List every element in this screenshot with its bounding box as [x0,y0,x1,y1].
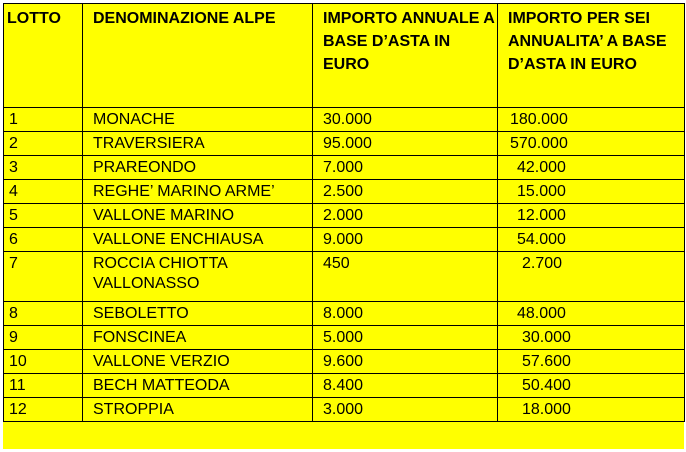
cell-lotto: 12 [4,398,83,422]
cell-lotto: 3 [4,156,83,180]
cell-lotto: 4 [4,180,83,204]
cell-lotto: 2 [4,132,83,156]
cell-importo-sei: 570.000 [498,132,685,156]
table-row [4,156,685,180]
cell-lotto: 9 [4,326,83,350]
cell-importo-sei: 48.000 [498,302,685,326]
table-row [4,228,685,252]
cell-lotto: 11 [4,374,83,398]
cell-alpe: MONACHE [83,108,313,132]
cell-importo-annuale: 2.500 [313,180,498,204]
table-row [4,302,685,326]
cell-importo-sei: 57.600 [498,350,685,374]
table-row [4,350,685,374]
cell-alpe: ROCCIA CHIOTTA VALLONASSO [83,252,313,302]
header-row [4,4,685,108]
cell-importo-annuale: 30.000 [313,108,498,132]
cell-lotto: 8 [4,302,83,326]
cell-alpe: VALLONE VERZIO [83,350,313,374]
auction-lots-table [3,3,685,422]
cell-importo-sei: 180.000 [498,108,685,132]
cell-importo-annuale: 450 [313,252,498,302]
cell-importo-sei: 50.400 [498,374,685,398]
cell-importo-annuale: 3.000 [313,398,498,422]
cell-importo-annuale: 9.600 [313,350,498,374]
cell-importo-annuale: 2.000 [313,204,498,228]
cell-importo-sei: 15.000 [498,180,685,204]
cell-importo-annuale: 8.000 [313,302,498,326]
cell-importo-sei: 54.000 [498,228,685,252]
table-header [4,4,685,108]
cell-alpe: TRAVERSIERA [83,132,313,156]
cell-alpe: STROPPIA [83,398,313,422]
cell-importo-annuale: 5.000 [313,326,498,350]
table-row [4,326,685,350]
table-row [4,374,685,398]
cell-importo-annuale: 95.000 [313,132,498,156]
cell-alpe: VALLONE MARINO [83,204,313,228]
header-importo-annuale: IMPORTO ANNUALE A BASE D’ASTA IN EURO [313,4,498,108]
cell-importo-sei: 12.000 [498,204,685,228]
cell-alpe: BECH MATTEODA [83,374,313,398]
auction-table-container [3,3,684,449]
cell-importo-annuale: 7.000 [313,156,498,180]
table-row [4,132,685,156]
cell-alpe: REGHE’ MARINO ARME’ [83,180,313,204]
cell-importo-sei: 42.000 [498,156,685,180]
cell-alpe: PRAREONDO [83,156,313,180]
cell-importo-annuale: 8.400 [313,374,498,398]
cell-lotto: 6 [4,228,83,252]
cell-importo-sei: 2.700 [498,252,685,302]
cell-importo-annuale: 9.000 [313,228,498,252]
table-row [4,252,685,302]
header-lotto: LOTTO [4,4,83,108]
cell-alpe: FONSCINEA [83,326,313,350]
cell-lotto: 10 [4,350,83,374]
cell-importo-sei: 30.000 [498,326,685,350]
header-importo-sei-annualita: IMPORTO PER SEI ANNUALITA’ A BASE D’ASTA IN EURO [498,4,685,108]
table-body [4,108,685,422]
cell-alpe: SEBOLETTO [83,302,313,326]
table-row [4,398,685,422]
cell-lotto: 7 [4,252,83,302]
cell-importo-sei: 18.000 [498,398,685,422]
table-row [4,204,685,228]
cell-lotto: 5 [4,204,83,228]
header-denominazione-alpe: DENOMINAZIONE ALPE [83,4,313,108]
cell-lotto: 1 [4,108,83,132]
table-row [4,180,685,204]
table-row [4,108,685,132]
cell-alpe: VALLONE ENCHIAUSA [83,228,313,252]
